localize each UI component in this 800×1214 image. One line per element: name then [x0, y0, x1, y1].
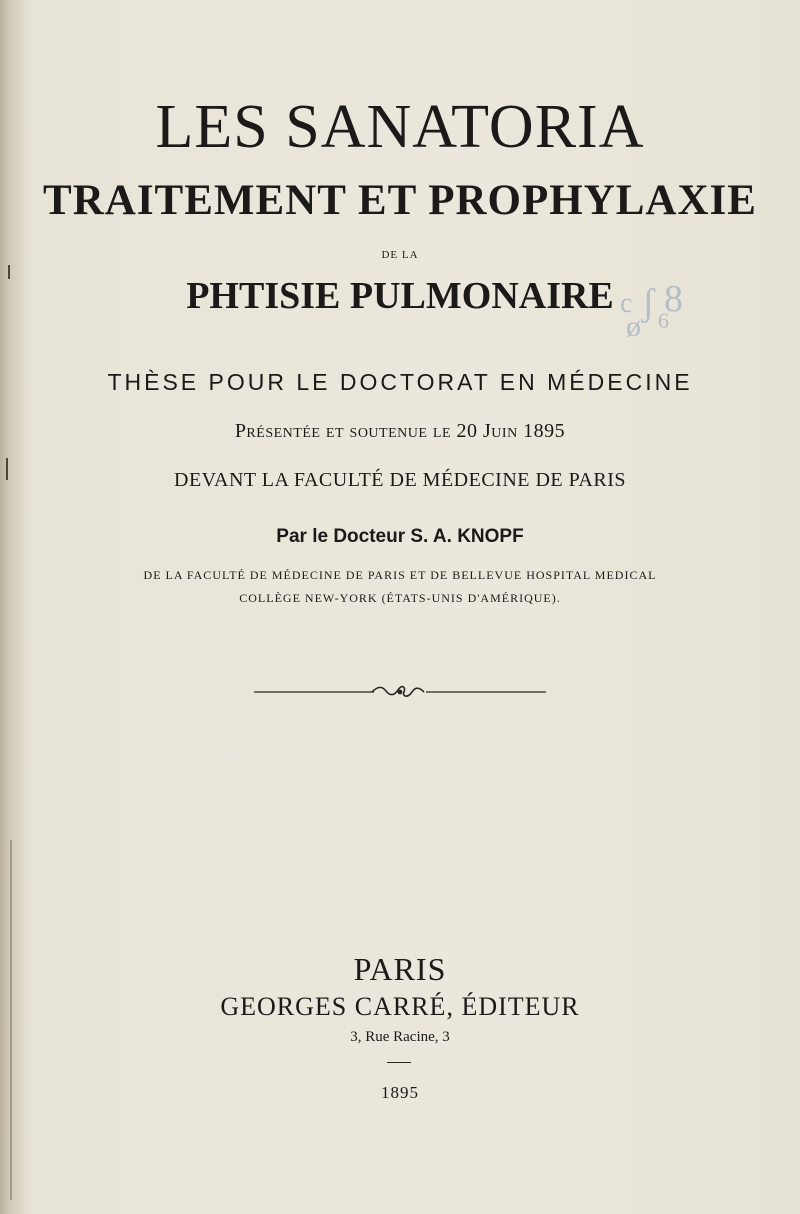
author-line: Par le Docteur S. A. KNOPF — [276, 526, 524, 547]
publisher-address: 3, Rue Racine, 3 — [350, 1029, 450, 1045]
publication-year: 1895 — [381, 1083, 419, 1102]
faculty-line: DEVANT LA FACULTÉ DE MÉDECINE DE PARIS — [174, 469, 626, 491]
presentation-date: Présentée et soutenue le 20 Juin 1895 — [234, 420, 566, 442]
de-la-label: DE LA — [381, 249, 419, 261]
affiliation-line-1: DE LA FACULTÉ DE MÉDECINE DE PARIS ET DE BELLEVUE HOSPITAL MEDICAL — [143, 568, 657, 582]
thesis-line: THÈSE POUR LE DOCTORAT EN MÉDECINE — [107, 369, 693, 395]
disease-title: PHTISIE PULMONAIRE — [186, 275, 614, 317]
main-title: LES SANATORIA — [155, 93, 645, 161]
imprint-city: PARIS — [353, 951, 447, 987]
short-rule — [387, 1062, 411, 1063]
publisher: GEORGES CARRÉ, ÉDITEUR — [220, 992, 580, 1021]
ornamental-divider — [254, 684, 546, 700]
affiliation-line-2: COLLÈGE NEW-YORK (ÉTATS-UNIS D'AMÉRIQUE). — [239, 591, 561, 605]
library-stamp: c ʃ 8 ø 6 — [620, 278, 683, 343]
subtitle: TRAITEMENT ET PROPHYLAXIE — [43, 177, 757, 224]
